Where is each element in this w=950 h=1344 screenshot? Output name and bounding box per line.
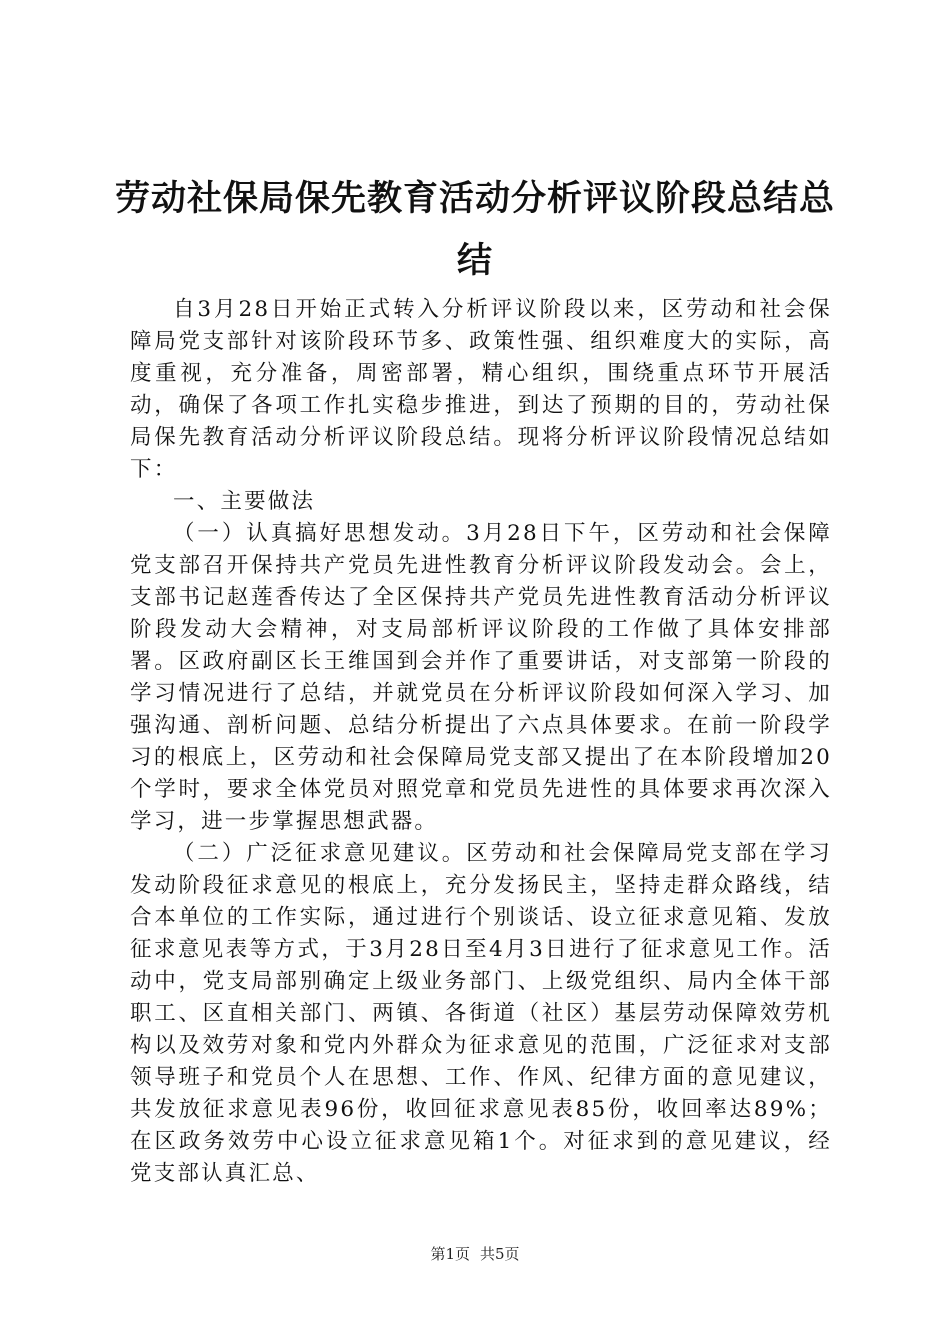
- page-total: 共5页: [480, 1245, 520, 1263]
- body-paragraph: （二）广泛征求意见建议。区劳动和社会保障局党支部在学习发动阶段征求意见的根底上，充分发扬民主，坚持走群众路线，结合本单位的工作实际，通过进行个别谈话、设立征求意见箱、发放征求意见表等方式，于3月28日至4月3日进行了征求意见工作。活动中，党支局部别确定上级业务部门、上级党组织、局内全体干部职工、区直相关部门、两镇、各街道（社区）基层劳动保障效劳机构以及效劳对象和党内外群众为征求意见的范围，广泛征求对支部领导班子和党员个人在思想、工作、作风、纪律方面的意见建议，共发放征求意见表96份，收回征求意见表85份，收回率达89%；在区政务效劳中心设立征求意见箱1个。对征求到的意见建议，经党支部认真汇总、: [130, 841, 832, 1186]
- intro-paragraph: 自3月28日开始正式转入分析评议阶段以来，区劳动和社会保障局党支部针对该阶段环节多、政策性强、组织难度大的实际，高度重视，充分准备，周密部署，精心组织，围绕重点环节开展活动，确保了各项工作扎实稳步推进，到达了预期的目的，劳动社保局保先教育活动分析评议阶段总结。现将分析评议阶段情况总结如下：: [130, 297, 832, 482]
- document-body: [130, 294, 832, 1190]
- section-heading: 一、主要做法: [173, 489, 316, 514]
- document-title: 劳动社保局保先教育活动分析评议阶段总结总结: [114, 179, 835, 281]
- body-paragraph: （一）认真搞好思想发动。3月28日下午，区劳动和社会保障党支部召开保持共产党员先进性教育分析评议阶段发动会。会上，支部书记赵莲香传达了全区保持共产党员先进性教育活动分析评议阶段发动大会精神，对支局部析评议阶段的工作做了具体安排部署。区政府副区长王维国到会并作了重要讲话，对支部第一阶段的学习情况进行了总结，并就党员在分析评议阶段如何深入学习、加强沟通、剖析问题、总结分析提出了六点具体要求。在前一阶段学习的根底上，区劳动和社会保障局党支部又提出了在本阶段增加20个学时，要求全体党员对照党章和党员先进性的具体要求再次深入学习，进一步掌握思想武器。: [130, 521, 832, 834]
- page-footer: [0, 1244, 950, 1264]
- page-number: 第1页: [430, 1245, 470, 1263]
